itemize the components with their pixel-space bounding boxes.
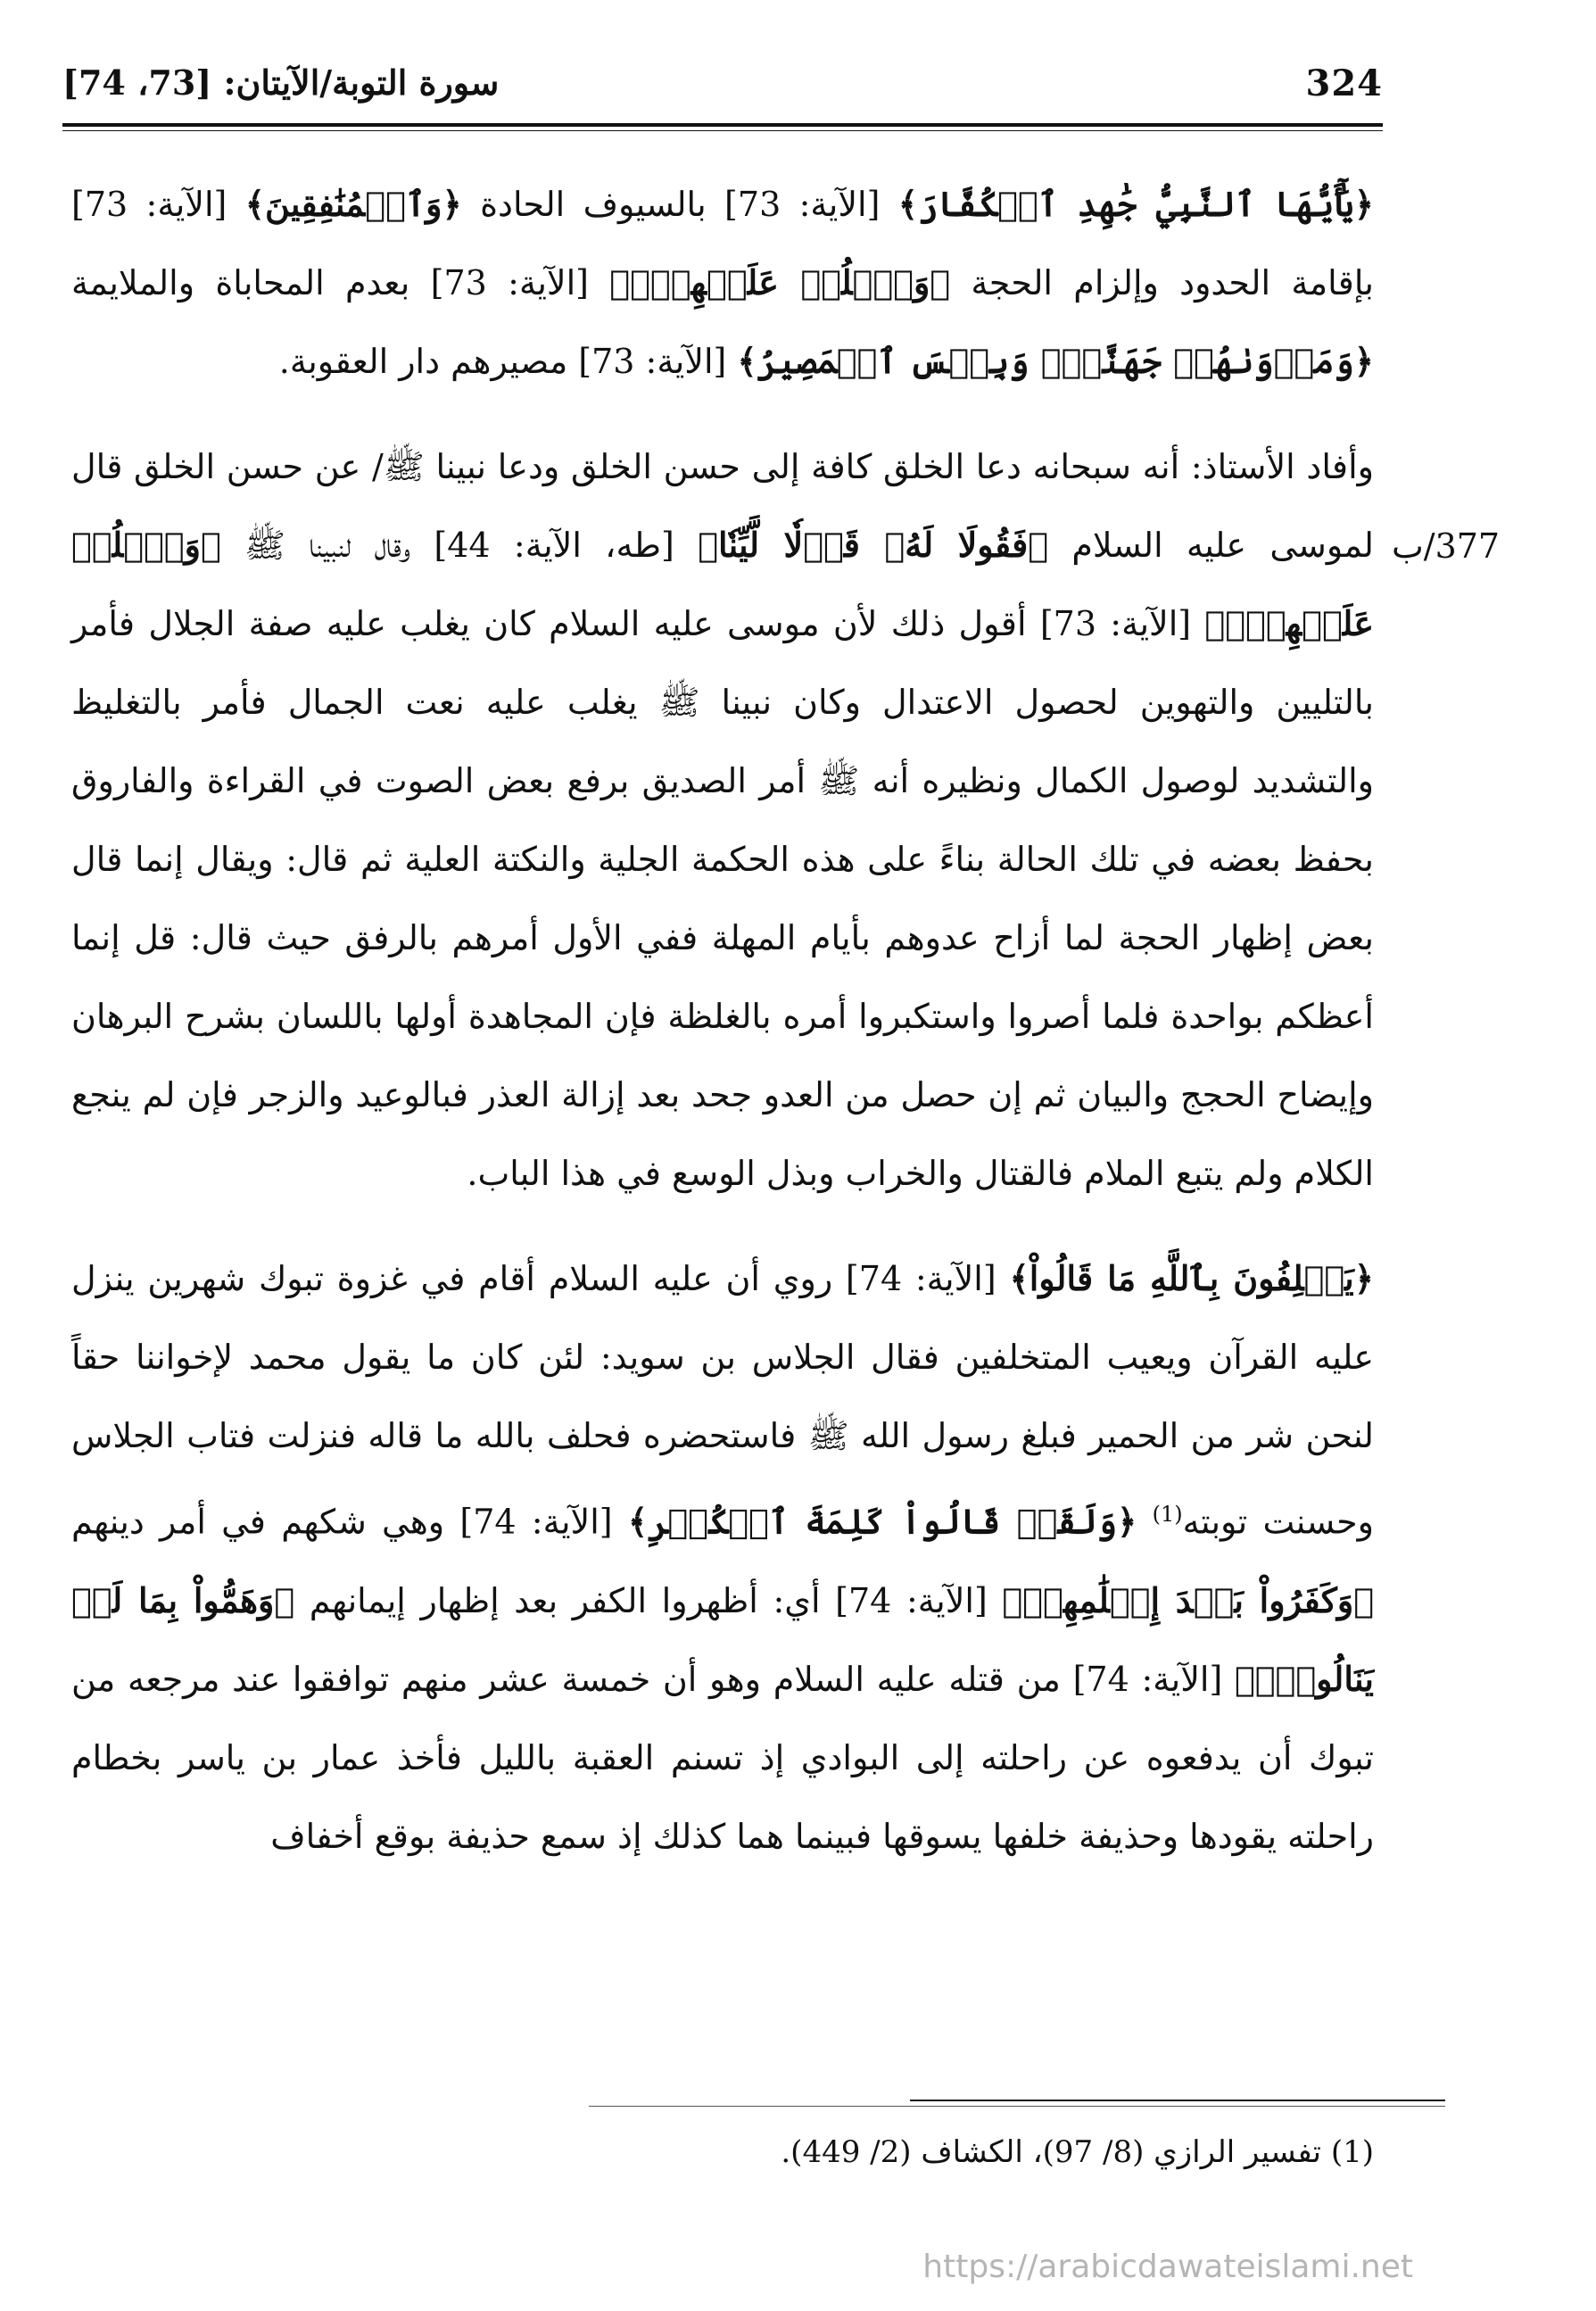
text-run: وأفاد الأستاذ: أنه سبحانه دعا الخلق كافة إلى حسن الخلق ودعا نبينا ﷺ/ عن حسن الخلق قال لموسى عليه السلام	[71, 447, 1375, 565]
text-run	[1137, 1503, 1152, 1542]
footnote: (1) تفسير الرازي (8/ 97)، الكشاف (2/ 449).	[781, 2134, 1374, 2170]
text-run: [الآية: 73] بالسيوف الحادة	[461, 185, 898, 224]
quran-verse: ﴿وَهَمُّواْ بِمَا لَمۡ يَنَالُواْۚ﴾	[71, 1579, 1374, 1699]
text-run: [طه، الآية: 44] وقال لنبينا ﷺ	[220, 526, 699, 565]
text-run: [الآية: 73] بإقامة الحدود وإلزام الحجة	[71, 185, 1374, 302]
text-run: [الآية: 73] بعدم المحاباة والملايمة	[71, 263, 610, 302]
quran-verse: ﴿وَٱغۡلُظۡ عَلَيۡهِمۡۚ﴾	[609, 262, 951, 302]
quran-verse: ﴿وَٱغۡلُظۡ عَلَيۡهِمۡۚ﴾	[71, 525, 1374, 643]
page-header	[62, 62, 1383, 116]
text-run: [الآية: 74] أي: أظهروا الكفر بعد إظهار إيمانهم	[294, 1580, 1003, 1620]
paragraph	[71, 427, 1374, 1213]
footnote-ref: (1)	[1152, 1502, 1183, 1527]
manuscript-folio-note: 377/ب	[1392, 526, 1501, 566]
quran-verse: ﴿وَٱلۡمُنَٰفِقِينَ﴾	[244, 184, 462, 224]
footnote-rule	[910, 2100, 1445, 2101]
text-run: [الآية: 73] أقول ذلك لأن موسى عليه السلام كان يغلب عليه صفة الجلال فأمر بالتليين والتهوين لحصول الاعتدال وكان نبينا ﷺ يغلب عليه نعت الجمال فأمر بالتغليظ والتشديد لوصول الكمال ونظيره أنه ﷺ أمر الصديق برفع بعض الصوت في القراءة والفاروق بحفظ بعضه في تلك الحالة بناءً على هذه الحكمة الجلية والنكتة العلية ثم قال: ويقال إنما قال بعض إظهار الحجة لما أزاح عدوهم بأيام المهلة ففي الأول أمرهم بالرفق حيث قال: قل إنما أعظكم بواحدة فلما أصروا واستكبروا أمره بالغلظة فإن المجاهدة أولها باللسان بشرح البرهان وإيضاح الحجج والبيان ثم إن حصل من العدو جحد بعد إزالة العذر فبالوعيد والزجر فإن لم ينجع الكلام ولم يتبع الملام فالقتال والخراب وبذل الوسع في هذا الباب.	[71, 604, 1375, 1193]
watermark-url: https://arabicdawateislami.net	[922, 2249, 1413, 2285]
footnote-rule-thin	[589, 2106, 1445, 2107]
running-title: سورة التوبة/الآيتان: [73، 74]	[62, 62, 500, 103]
quran-verse: ﴿وَلَقَدۡ قَالُواْ كَلِمَةَ ٱلۡكُفۡرِ﴾	[627, 1501, 1137, 1542]
header-rule	[62, 123, 1383, 131]
paragraph	[71, 165, 1374, 401]
page-number: 324	[1305, 62, 1383, 104]
main-text	[71, 165, 1374, 1876]
paragraph	[71, 1239, 1374, 1876]
quran-verse: ﴿وَمَأۡوَىٰهُمۡ جَهَنَّمُۖ وَبِئۡسَ ٱلۡمَصِيرُ﴾	[737, 341, 1374, 381]
quran-verse: ﴿فَقُولَا لَهُۥ قَوۡلٗا لَّيِّنٗا﴾	[698, 525, 1049, 565]
text-run: [الآية: 74] روي أن عليه السلام أقام في غزوة تبوك شهرين ينزل عليه القرآن ويعيب المتخلفين فقال الجلاس بن سويد: لئن كان ما يقول محمد لإخواننا حقاً لنحن شر من الحمير فبلغ رسول الله ﷺ فاستحضره فحلف بالله ما قاله فنزلت فتاب الجلاس وحسنت توبته	[71, 1259, 1374, 1542]
text-run: [الآية: 73] مصيرهم دار العقوبة.	[278, 342, 738, 381]
text-run: [الآية: 74] وهي شكهم في أمر دينهم	[71, 1502, 628, 1542]
quran-verse: ﴿يَٰٓأَيُّهَا ٱلنَّبِيُّ جَٰهِدِ ٱلۡكُفَّارَ﴾	[897, 184, 1375, 224]
quran-verse: ﴿وَكَفَرُواْ بَعۡدَ إِسۡلَٰمِهِمۡ﴾	[1002, 1579, 1374, 1620]
text-run: [الآية: 74] من قتله عليه السلام وهو أن خمسة عشر منهم توافقوا عند مرجعه من تبوك أن يدفعوه عن راحلته إلى البوادي إذ تسنم العقبة بالليل فأخذ عمار بن ياسر بخطام راحلته يقودها وحذيفة خلفها يسوقها فبينما هما كذلك إذ سمع حذيفة بوقع أخفاف	[71, 1659, 1374, 1856]
quran-verse: ﴿يَحۡلِفُونَ بِٱللَّهِ مَا قَالُواْ﴾	[1009, 1258, 1375, 1298]
